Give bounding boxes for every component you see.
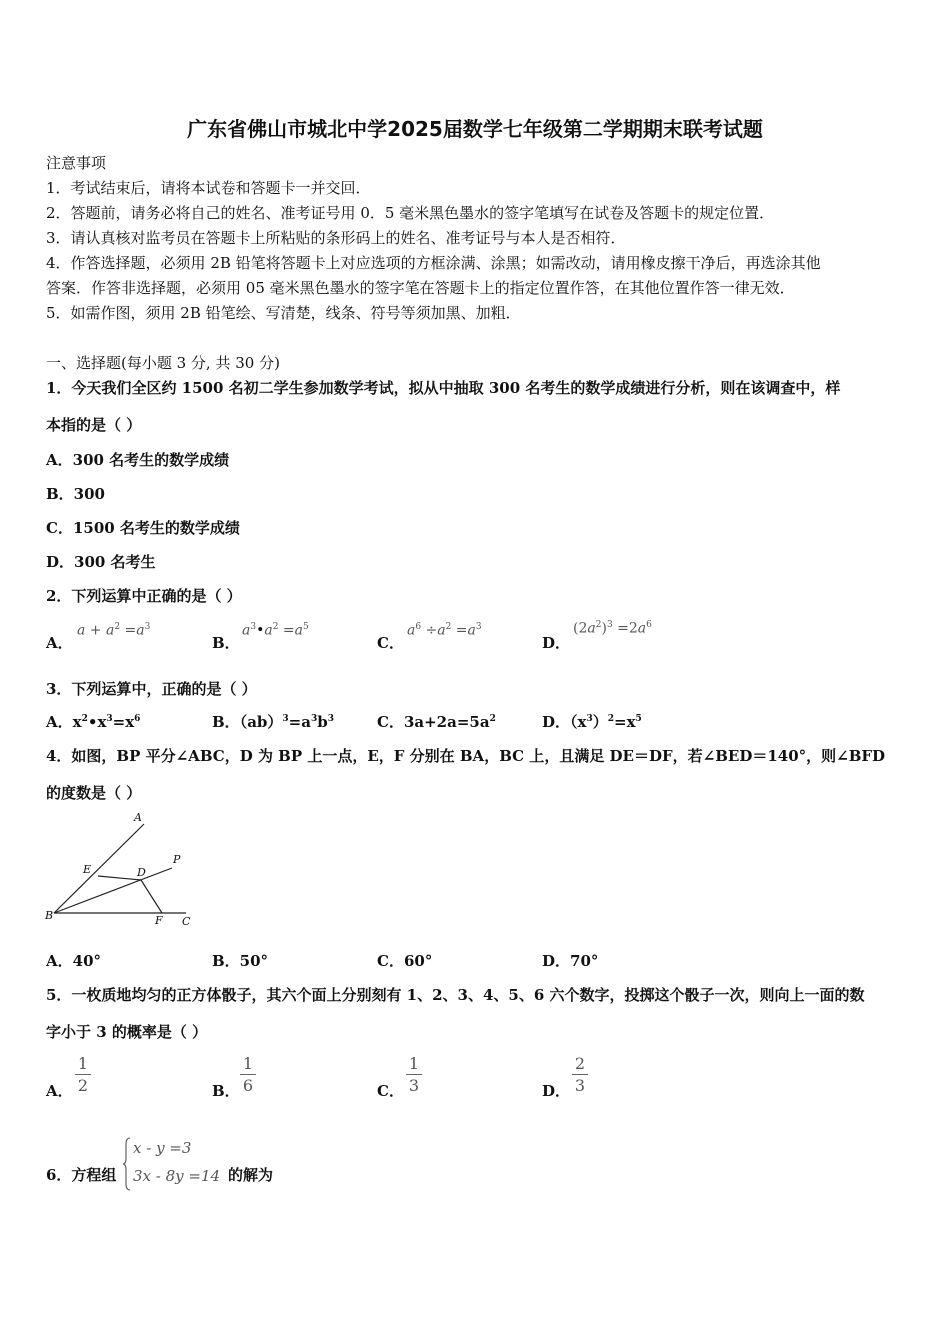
q3-label-c: C．: [377, 713, 404, 731]
q5-a-numerator: 1: [75, 1054, 91, 1075]
ray-bp: [54, 868, 172, 913]
q2-label-c: C．: [377, 634, 404, 652]
system-brace: [122, 1136, 132, 1192]
q2-formula-c: $a^6 \div a^2 =a^3$: [407, 622, 482, 639]
label-d: D: [137, 866, 146, 879]
ray-ba: [54, 824, 144, 913]
page-title: 广东省佛山市城北中学2025届数学七年级第二学期期末联考试题: [187, 117, 763, 141]
section-heading: 一、选择题(每小题 3 分, 共 30 分): [46, 354, 280, 372]
q2-formula-a: $a + a^2 =a^3$: [77, 622, 151, 639]
q2-label-a: A．: [46, 634, 73, 652]
q3-option-b: B．$(ab)^3=a^3b^3$: [212, 713, 334, 731]
q3-option-c: C．$3a+2a=5a^2$: [377, 713, 496, 731]
q4-option-d: D．70°: [542, 952, 599, 970]
label-f: F: [155, 914, 163, 927]
q5-stem-line2: 字小于 3 的概率是（ ）: [46, 1023, 208, 1041]
label-a: A: [134, 811, 142, 824]
segment-de: [98, 876, 141, 880]
q5-fraction-a: [75, 1054, 91, 1097]
q3-option-d: D．$(x^3)^2=x^5$: [542, 713, 642, 731]
label-p: P: [173, 853, 181, 866]
q4-option-c: C．60°: [377, 952, 433, 970]
notice-item-3: 3．请认真核对监考员在答题卡上所粘贴的条形码上的姓名、准考证号与本人是否相符．: [46, 229, 626, 247]
q5-b-denominator: 6: [242, 1076, 254, 1095]
q5-c-denominator: 3: [408, 1076, 420, 1095]
q6-suffix: 的解为: [228, 1166, 274, 1184]
q5-label-d: D．: [542, 1082, 571, 1100]
q5-d-denominator: 3: [574, 1076, 586, 1095]
q5-a-denominator: 2: [77, 1076, 89, 1095]
q3-label-d: D．: [542, 713, 571, 731]
q1-option-b: B．300: [46, 485, 105, 503]
q1-option-a: A．300 名考生的数学成绩: [46, 451, 230, 469]
q5-c-numerator: 1: [406, 1054, 422, 1075]
q3-option-a: A．$x^2•x^3=x^6$: [46, 713, 141, 731]
q6-prefix: 6．方程组: [46, 1166, 117, 1184]
label-c: C: [182, 915, 191, 928]
notice-item-2: 2．答题前，请务必将自己的姓名、准考证号用 0．5 毫米黑色墨水的签字笔填写在试卷及答题卡的规定位置．: [46, 204, 775, 222]
q3-label-b: B．: [212, 713, 240, 731]
notice-item-4-cont: 答案．作答非选择题，必须用 05 毫米黑色墨水的签字笔在答题卡上的指定位置作答，在其他位置作答一律无效．: [46, 279, 795, 297]
q4-option-a: A．40°: [46, 952, 102, 970]
q4-stem-line1: 4．如图，BP 平分∠ABC，D 为 BP 上一点，E，F 分别在 BA，BC 上，且满足 DE＝DF，若∠BED＝140°，则∠BFD: [46, 747, 886, 765]
notice-item-1: 1．考试结束后，请将本试卷和答题卡一并交回．: [46, 179, 371, 197]
q5-label-b: B．: [212, 1082, 240, 1100]
q1-option-c: C．1500 名考生的数学成绩: [46, 519, 240, 537]
q5-fraction-c: [406, 1054, 422, 1097]
label-b: B: [45, 909, 54, 922]
q2-label-b: B．: [212, 634, 240, 652]
q1-stem-line1: 1．今天我们全区约 1500 名初二学生参加数学考试，拟从中抽取 300 名考生的数学成绩进行分析，则在该调查中，样: [46, 379, 841, 397]
q2-label-d: D．: [542, 634, 571, 652]
q5-d-numerator: 2: [572, 1054, 588, 1075]
segment-df: [141, 880, 162, 913]
q6-equation-1: x - y =3: [133, 1139, 192, 1157]
q5-fraction-d: [572, 1054, 588, 1097]
label-e: E: [83, 863, 92, 876]
q5-label-c: C．: [377, 1082, 404, 1100]
q5-b-numerator: 1: [240, 1054, 256, 1075]
q1-option-d: D．300 名考生: [46, 553, 156, 571]
q5-stem-line1: 5．一枚质地均匀的正方体骰子，其六个面上分别刻有 1、2、3、4、5、6 六个数字，投掷这个骰子一次，则向上一面的数: [46, 986, 865, 1004]
q2-formula-b: $a^3•a^2 =a^5$: [242, 622, 309, 639]
q6-equation-2: 3x - 8y =14: [133, 1167, 221, 1185]
q2-stem: 2．下列运算中正确的是（ ）: [46, 587, 242, 605]
q2-formula-d: $(2a^2)^3 =2a^6$: [573, 620, 652, 637]
q4-option-b: B．50°: [212, 952, 269, 970]
notice-heading: 注意事项: [46, 154, 107, 172]
q5-label-a: A．: [46, 1082, 73, 1100]
notice-item-4: 4．作答选择题，必须用 2B 铅笔将答题卡上对应选项的方框涂满、涂黑；如需改动，请用橡皮擦干净后，再选涂其他: [46, 254, 821, 272]
q1-stem-line2: 本指的是（ ）: [46, 416, 142, 434]
q3-stem: 3．下列运算中，正确的是（ ）: [46, 680, 257, 698]
angle-bisector-figure: [40, 808, 210, 933]
notice-item-5: 5．如需作图，须用 2B 铅笔绘、写清楚，线条、符号等须加黑、加粗．: [46, 304, 521, 322]
q4-stem-line2: 的度数是（ ）: [46, 784, 142, 802]
q3-label-a: A．: [46, 713, 73, 731]
q5-fraction-b: [240, 1054, 256, 1097]
